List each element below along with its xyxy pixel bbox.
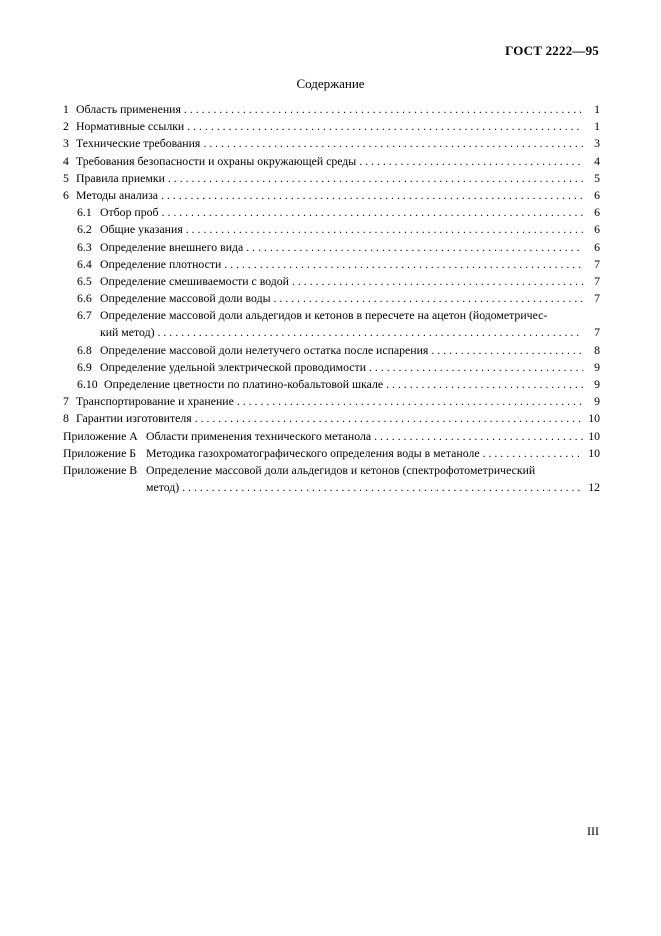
toc-entry-page: 3 — [594, 136, 600, 151]
toc-entry-number: 7 — [63, 394, 69, 409]
toc-entry-page: 9 — [594, 394, 600, 409]
toc-entry-number: 6.6 — [77, 291, 92, 306]
toc-entry-6[interactable] — [63, 187, 600, 204]
toc-entry-number: 6.1 — [77, 205, 92, 220]
dot-leader — [224, 256, 583, 273]
toc-entry-6-5[interactable] — [63, 273, 600, 290]
toc-entry-number: Приложение А — [63, 428, 138, 443]
toc-entry-6-2[interactable] — [63, 221, 600, 238]
toc-entry-title: Определение массовой доли альдегидов и кетонов (спектрофотометрический — [146, 462, 536, 477]
dot-leader — [158, 324, 584, 341]
toc-entry-number: 6.10 — [77, 377, 98, 391]
dot-leader — [374, 428, 583, 445]
toc-entry-appendix-v-continued[interactable] — [63, 479, 600, 496]
toc-entry-page: 10 — [588, 445, 600, 460]
toc-entry-6-10[interactable] — [63, 376, 600, 393]
toc-entry-appendix-v[interactable] — [63, 462, 600, 479]
page-number: III — [587, 824, 599, 838]
toc-entry-title: Область применения — [76, 102, 181, 116]
toc-entry-title: Общие указания — [100, 222, 183, 237]
toc-entry-appendix-b[interactable] — [63, 445, 600, 462]
toc-entry-title: Определение смешиваемости с водой — [100, 273, 289, 288]
toc-entry-6-9[interactable] — [63, 359, 600, 376]
document-code: ГОСТ 2222—95 — [505, 43, 599, 58]
toc-entry-page: 10 — [588, 411, 600, 426]
toc-entry-2[interactable] — [63, 118, 600, 135]
toc-entry-title: Определение массовой доли нелетучего остатка после испарения — [100, 342, 429, 357]
toc-entry-page: 4 — [594, 153, 600, 168]
toc-entry-page: 6 — [594, 239, 600, 254]
toc-entry-title: Определение массовой доли альдегидов и кетонов в пересчете на ацетон (йодометричес- — [100, 308, 548, 323]
dot-leader — [274, 290, 584, 307]
dot-leader — [203, 135, 583, 152]
toc-entry-title: Определение внешнего вида — [100, 239, 244, 254]
toc-entry-title: Определение цветности по платино-кобальтовой шкале — [104, 377, 384, 391]
toc-entry-number: 6.2 — [77, 222, 92, 237]
toc-entry-page: 9 — [594, 359, 600, 374]
toc-entry-title: Методика газохроматографического определения воды в метаноле — [146, 445, 480, 460]
dot-leader — [369, 359, 583, 376]
dot-leader — [359, 153, 583, 170]
toc-entry-page: 6 — [594, 187, 600, 202]
toc-entry-number: 2 — [63, 119, 69, 134]
toc-entry-title-continued: кий метод) — [100, 325, 155, 340]
toc-entry-appendix-a[interactable] — [63, 428, 600, 445]
dot-leader — [292, 273, 583, 290]
toc-entry-page: 7 — [594, 256, 600, 271]
dot-leader — [187, 118, 583, 135]
toc-entry-title: Гарантии изготовителя — [76, 411, 192, 426]
toc-entry-page: 1 — [594, 119, 600, 134]
toc-entry-page: 7 — [594, 291, 600, 306]
dot-leader — [182, 479, 583, 496]
toc-entry-6-7-continued[interactable] — [63, 324, 600, 341]
toc-entry-number: 6.8 — [77, 342, 92, 357]
toc-entry-title: Правила приемки — [76, 170, 165, 185]
toc-entry-number: 6.3 — [77, 239, 92, 254]
toc-entry-title: Отбор проб — [100, 205, 159, 220]
toc-title: Содержание — [296, 76, 365, 91]
toc-entry-page: 1 — [594, 102, 600, 116]
toc-entry-6-8[interactable] — [63, 342, 600, 359]
toc-entry-number: 6.4 — [77, 256, 92, 271]
dot-leader — [237, 393, 583, 410]
toc-entry-page: 10 — [588, 428, 600, 443]
toc-entry-7[interactable] — [63, 393, 600, 410]
dot-leader — [162, 204, 583, 221]
toc-entry-page: 6 — [594, 205, 600, 220]
toc-entry-title: Методы анализа — [76, 187, 158, 202]
toc-entry-page: 12 — [588, 480, 600, 495]
toc-entry-6-4[interactable] — [63, 256, 600, 273]
dot-leader — [161, 187, 583, 204]
toc-entry-number: 5 — [63, 170, 69, 185]
toc-entry-title: Области применения технического метанола — [146, 428, 372, 443]
dot-leader — [431, 342, 583, 359]
dot-leader — [184, 101, 583, 118]
dot-leader — [386, 376, 583, 393]
toc-entry-number: 4 — [63, 153, 69, 168]
toc-entry-number: 6.5 — [77, 273, 92, 288]
toc-entry-title-continued: метод) — [146, 480, 180, 495]
toc-entry-title: Определение массовой доли воды — [100, 291, 271, 306]
toc-entry-page: 7 — [594, 273, 600, 288]
toc-entry-5[interactable] — [63, 170, 600, 187]
toc-entry-number: 3 — [63, 136, 69, 151]
dot-leader — [246, 239, 583, 256]
toc-entry-number: Приложение Б — [63, 445, 137, 460]
toc-entry-page: 9 — [594, 377, 600, 391]
toc-entry-number: 6.7 — [77, 308, 92, 323]
table-of-contents — [63, 101, 600, 496]
toc-entry-title: Технические требования — [76, 136, 201, 151]
toc-entry-6-1[interactable] — [63, 204, 600, 221]
toc-entry-8[interactable] — [63, 410, 600, 427]
dot-leader — [168, 170, 583, 187]
toc-entry-number: 6.9 — [77, 359, 92, 374]
toc-entry-title: Нормативные ссылки — [76, 119, 185, 134]
toc-entry-6-7[interactable] — [63, 307, 600, 324]
toc-entry-3[interactable] — [63, 135, 600, 152]
toc-entry-title: Требования безопасности и охраны окружающей среды — [76, 153, 357, 168]
toc-entry-page: 5 — [594, 170, 600, 185]
toc-entry-6-3[interactable] — [63, 239, 600, 256]
toc-entry-6-6[interactable] — [63, 290, 600, 307]
toc-entry-4[interactable] — [63, 153, 600, 170]
toc-entry-page: 6 — [594, 222, 600, 237]
toc-entry-title: Определение удельной электрической проводимости — [100, 359, 367, 374]
toc-entry-1[interactable] — [63, 101, 600, 118]
dot-leader — [186, 221, 583, 238]
toc-entry-title: Транспортирование и хранение — [76, 394, 234, 409]
toc-entry-number: 6 — [63, 187, 69, 202]
toc-entry-page: 7 — [594, 325, 600, 340]
dot-leader — [195, 410, 583, 427]
toc-entry-number: 8 — [63, 411, 69, 426]
toc-entry-page: 8 — [594, 342, 600, 357]
toc-entry-number: 1 — [63, 102, 69, 116]
toc-entry-title: Определение плотности — [100, 256, 222, 271]
dot-leader — [483, 445, 583, 462]
toc-entry-number: Приложение В — [63, 462, 138, 477]
